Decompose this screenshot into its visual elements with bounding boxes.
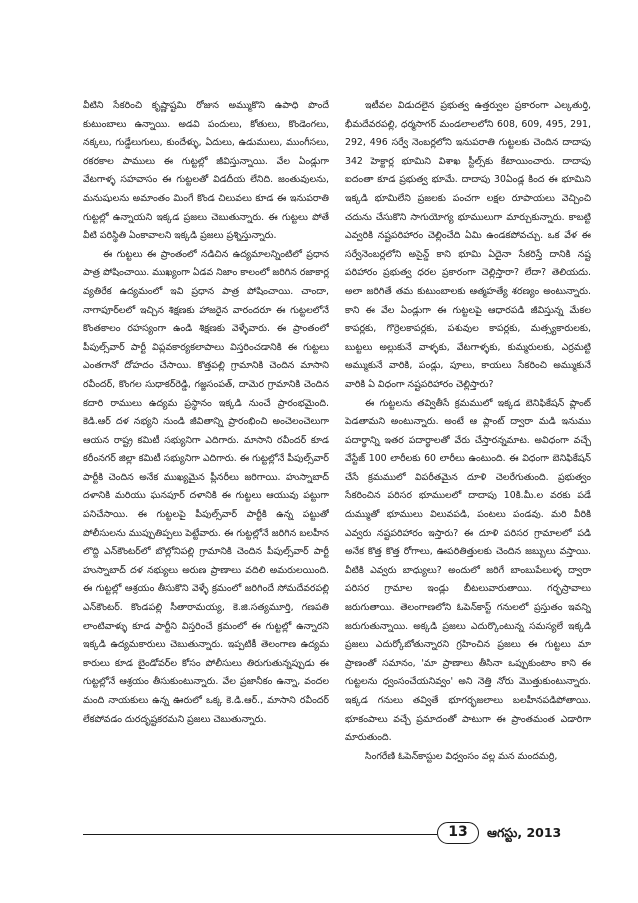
- right-column: [345, 97, 591, 829]
- footer-rule: [83, 834, 437, 835]
- issue-date: ఆగస్టు, 2013: [487, 825, 562, 840]
- left-column: [83, 97, 329, 829]
- right-paragraph-1: ఇటీవల విడుదలైన ప్రభుత్వ ఉత్తర్వుల ప్రకారంగా ఎల్కతుర్తి, భీమదేవరపల్లి, ధర్మసాగర్ మండలాలలోని 608, 609, 495, 291, 292, 496 సర్వే నెంబర్లలోని ఇనుపరాతి గుట్టలకు చెందిన దాదాపు 342 హెక్టార్ల భూమిని విశాఖ స్టీల్స్‌కు కేటాయించారు. దాదాపు ఐదంతా కూడ ప్రభుత్వ భూమే. దాదాపు 30ఏండ్ల కింద ఈ భూమిని ఇక్కడి భూమిలేని ప్రజలకు పంచగా లక్షల రూపాయలు వెచ్చించి చదును చేసుకొని సాగుయోగ్య భూములుగా మార్చుకున్నారు. కాబట్టి ఎవ్వరికి నష్టపరిహారం చెల్లించేది ఏమి ఉండకపోవచ్చు. ఒక వేళ ఈ సర్వేనెంబర్లలోని అసైన్డ్ కాని భూమి ఏదైనా సేకరిస్తే దానికి నష్ట పరిహారం ప్రభుత్వ ధరల ప్రకారంగా చెల్లిస్తారా? లేదా? తెలియదు. అలా జరిగితే తమ కుటుంబాలకు ఆత్మహత్యే శరణ్యం అంటున్నారు. కాని ఈ వేల ఏండ్లుగా ఈ గుట్టలపై ఆధారపడి జీవిస్తున్న మేకల కాపర్లకు, గొర్రెలకాపర్లకు, పశువుల కాపర్లకు, మత్స్యకారులకు, బుట్టలు అల్లుకునే వాళ్ళకు, వేటగాళ్ళకు, కుమ్మరులకు, ఎర్రమట్టి అమ్ముకునే వారికి, పండ్లు, పూలు, కాయలు సేకరించి అమ్ముకునే వారికి ఏ విధంగా నష్టపరిహారం చెల్లిస్తారు?: [345, 100, 591, 390]
- page-number-badge: 13: [437, 822, 479, 844]
- article-body: [83, 97, 591, 829]
- left-paragraph-1: వీటిని సేకరించి కృష్ణాష్టమి రోజున అమ్ముకొని ఉపాధి పొందే కుటుంబాలు ఉన్నాయి. అడవి పందులు, కోతులు, కొండెంగలు, నక్కలు, గుడ్డేలుగులు, కుందేళ్ళు, ఏదులు, ఉడుములు, ముంగీసలు, రకరకాల పాములు ఈ గుట్టల్లో జీవిస్తున్నాయి. వేల ఏండ్లుగా వేటగాళ్ళ సహవాసం ఈ గుట్టలతో విడదీయ లేనిది. జంతువులను, మనుషులను అమాంతం మింగే కొండ చిలువలు కూడ ఈ ఇనుపరాతి గుట్టల్లో ఉన్నాయని ఇక్కడ ప్రజలు చెబుతున్నారు. ఈ గుట్టలు పోతే వీటి పరిస్థితి ఏంకావాలని ఇక్కడి ప్రజలు ప్రశ్నిస్తున్నారు.: [83, 100, 329, 242]
- page-footer: [83, 821, 591, 851]
- right-paragraph-2: ఈ గుట్టలను తవ్వితీసే క్రమములో ఇక్కడ బెనిఫికేషన్ ప్లాంట్ పెడతామని అంటున్నారు. అంటే ఆ ప్లాంట్ ద్వారా మడి ఇనుము పదార్థాన్ని ఇతర పదార్థాలతో వేరు చేస్తారన్నమాట. అవిధంగా వచ్చే వేస్టేజ్ 100 లారీలకు 60 లారీలు ఉంటుంది. ఈ విధంగా బెనిఫికేషన్ చేసే క్రమములో విపరీతమైన దూళి చెలరేగుతుంది. ప్రభుత్వం సేకరించిన పరిసర భూములలో దాదాపు 10కి.మీ.ల వరకు పడే దుమ్ముతో భూములు విలువపడి, పంటలు పండవు. మరి వీరికి ఎవ్వరు నష్టపరిహారం ఇస్తారు? ఈ దూళి పరిసర గ్రామాలలో పడి అనేక కొత్త కొత్త రోగాలు, ఊపరితిత్తులకు చెందిన జబ్బులు వస్తాయి. వీటికి ఎవ్వరు బాధ్యులు? అందులో జరిగే బాంబుపేలుళ్ళ ద్వారా పరిసర గ్రామాల ఇండ్లు బీటలువారుతాయి. గర్భస్రావాలు జరుగుతాయి. తెలంగాణలోని ఓపెన్‌కాస్ట్ గనులలో ప్రస్తుతం ఇవన్ని జరుగుతున్నాయి. అక్కడి ప్రజలు ఎదుర్కొంటున్న సమస్యలే ఇక్కడి ప్రజలు ఎదుర్కోబోతున్నారని గ్రహించిన ప్రజలు ఈ గుట్టలు మా ప్రాణంతో సమానం, 'మా ప్రాణాలు తీసినా ఒప్పుకుంటాం కాని ఈ గుట్టలను ధ్వంసంచేయనివ్వం' అని నెత్తి నోరు మొత్తుకుంటున్నారు. ఇక్కడ గనులు తవ్వితే భూగర్భజలాలు బలహీనపడిపోతాయి. భూకంపాలు వచ్చే ప్రమాదంతో పాటుగా ఈ ప్రాంతమంత ఎడారిగా మారుతుంది.: [345, 397, 591, 744]
- right-paragraph-3: సింగరేణి ఓపెన్‌కాస్టుల విధ్వంసం వల్ల మన మందమర్రి,: [365, 750, 558, 762]
- left-paragraph-2: ఈ గుట్టలు ఈ ప్రాంతంలో నడిచిన ఉద్యమాలన్నింటిలో ప్రధాన పాత్ర పోషించాయి. ముఖ్యంగా ఏడవ నిజాం కాలంలో జరిగిన రజాకార్ల వ్యతిరేక ఉద్యమంలో ఇవి ప్రధాన పాత్ర పోషించాయి. చాందా, నాగాపూర్‌లలో ఇచ్చిన శిక్షణకు హాజరైన వారందరూ ఈ గుట్టలలోనే కొంతకాలం రహస్యంగా ఉండి శిక్షణకు వెళ్ళేవారు. ఈ ప్రాంతంలో పీపుల్స్‌వార్ పార్టీ విప్లవకార్యకలాపాలు విస్తరించడానికి ఈ గుట్టలు ఎంతగానో దోహదం చేసాయి. కొత్తపల్లి గ్రామానికి చెందిన మాసాని రవీందర్, కొంగల సుధాకర్‌రెడ్డి, గజ్జసంపత్, దామెర గ్రామానికి చెందిన కదారి రాములు ఉద్యమ ప్రస్థానం ఇక్కడి నుంచే ప్రారంభమైంది. కెడి.ఆర్ దళ నభ్యని నుండి జీవితాన్ని ప్రారంభించి అంచెలంచెలుగా ఆయన రాష్ట్ర కమిటీ సభ్యునిగా ఎదిగారు. మాసాని రవీందర్ కూడ కరీంనగర్ జిల్లా కమిటీ సభ్యునిగా ఎదిగారు. ఈ గుట్టల్లోనే పీపుల్స్‌వార్ పార్టీకి చెందిన అనేక ముఖ్యమైన ప్లీనరీలు జరిగాయి. హుస్నాబాద్ దళానికి మరియు ఘనపూర్ దళానికి ఈ గుట్టలు ఆయువు పట్టుగా పనిచేసాయి. ఈ గుట్టలపై పీపుల్స్‌వార్ పార్టీకి ఉన్న పట్టుతో పోలీసులను ముప్పుతిప్పలు పెట్టేవారు. ఈ గుట్టల్లోనే జరిగిన బలహీన లొద్ది ఎన్‌కౌంటర్‌లో బొల్లోనిపల్లి గ్రామానికి చెందిన పీపుల్స్‌వార్ పార్టీ హుస్నాబాద్ దళ నభ్యులు అరుణ ప్రాణాలు వదిలి అమరులయింది. ఈ గుట్టల్లో ఆశ్రయం తీసుకొని వెళ్ళే క్రమంలో జరిగిందే సోమదేవరపల్లి ఎన్‌కౌంటర్. కొండపల్లి సీతారామయ్య, కె.జి.సత్యమూర్తి, గణపతి లాంటివాళ్ళు కూడ పార్టీని విస్తరించే క్రమంలో ఈ గుట్టల్లో ఉన్నారని ఇక్కడి ఉద్యమకారులు చెబుతున్నారు. ఇప్పటికీ తెలంగాణ ఉద్యమ కారులు కూడ బైండోవర్‌ల కోసం పోలీసులు తిరుగుతున్నప్పుడు ఈ గుట్టల్లోనే ఆశ్రయం తీసుకుంటున్నారు. వేల ప్రజానీకం ఉన్నా, వందల మంది నాయకులు ఉన్న ఊరులో ఒక్క కె.డి.ఆర్., మాసాని రవీందర్ లేకపోవడం దురదృష్టకరమని ప్రజలు చెబుతున్నారు.: [83, 248, 329, 725]
